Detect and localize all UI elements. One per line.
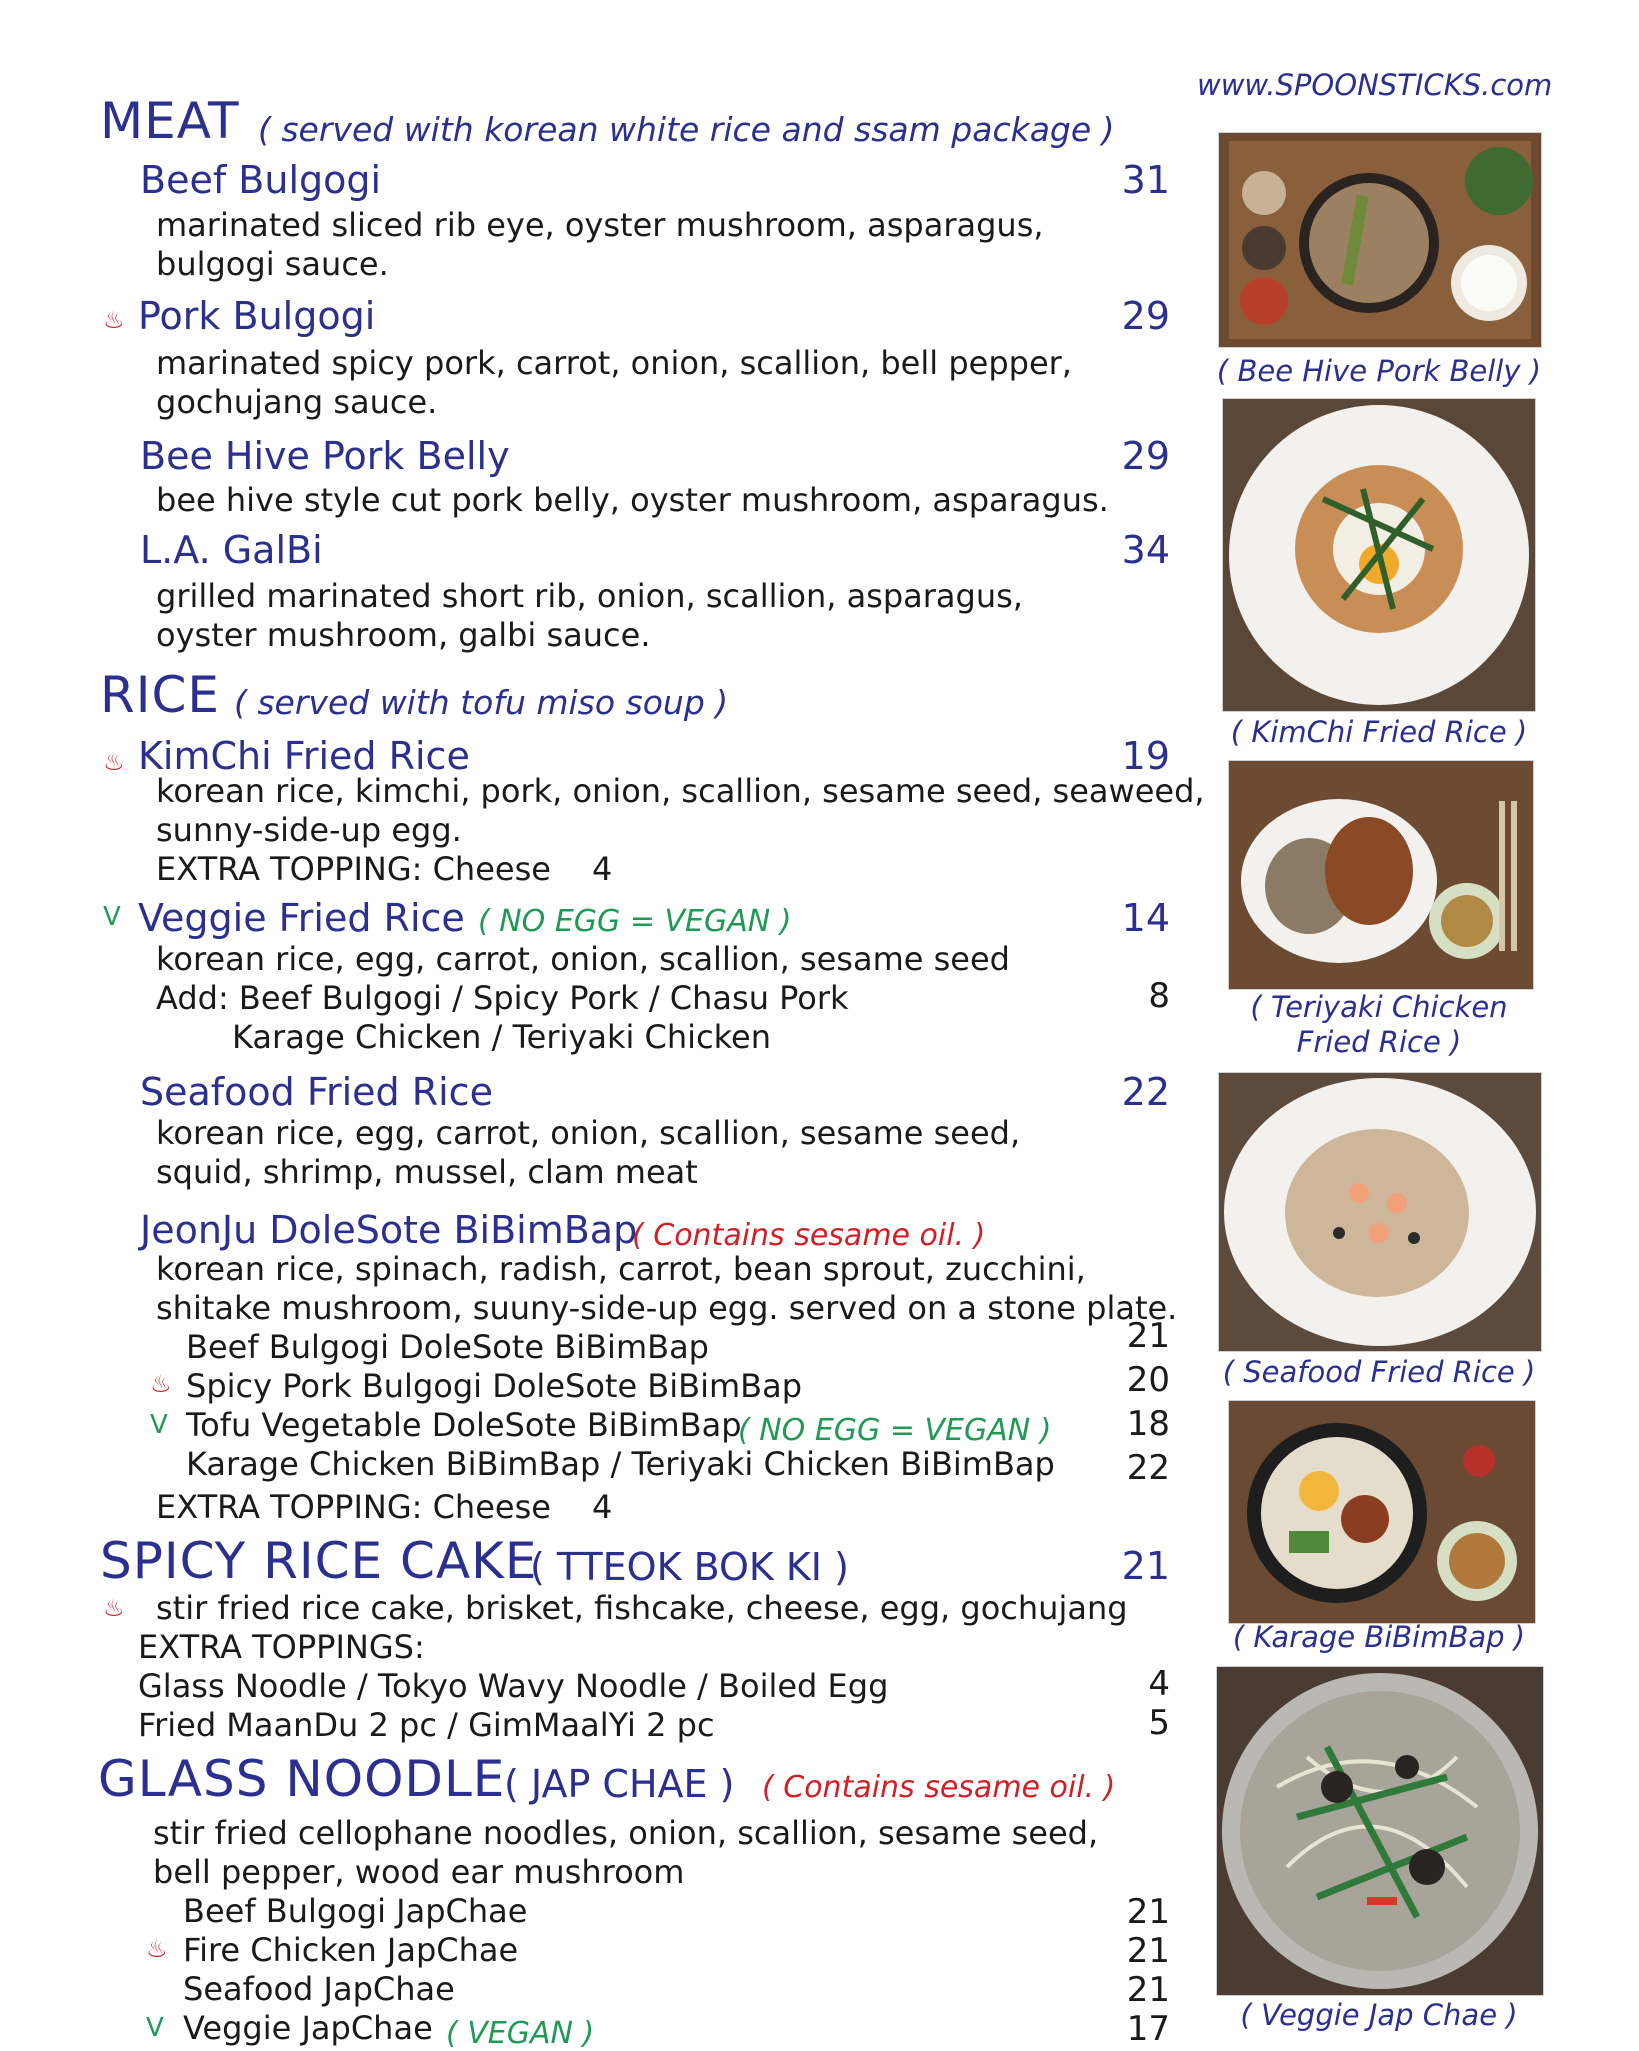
variant-name: Karage Chicken BiBimBap / Teriyaki Chicken BiBimBap (186, 1445, 1055, 1483)
menu-item-price: 29 (1121, 294, 1170, 338)
chili-icon: ♨ (146, 1935, 168, 1963)
menu-item-price: 31 (1121, 158, 1170, 202)
extra-topping-price: 4 (592, 1488, 613, 1526)
menu-item-price: 22 (1121, 1070, 1170, 1114)
menu-item-desc: korean rice, spinach, radish, carrot, bean sprout, zucchini, (156, 1250, 1086, 1288)
chili-icon: ♨ (150, 1370, 172, 1398)
vegan-note: ( NO EGG = VEGAN ) (478, 904, 792, 939)
menu-item-name: Pork Bulgogi (138, 294, 376, 338)
photo-caption: ( Karage BiBimBap ) (1232, 1620, 1526, 1654)
menu-item-desc: stir fried rice cake, brisket, fishcake, cheese, egg, gochujang (156, 1589, 1128, 1627)
extra-toppings-options: Fried MaanDu 2 pc / GimMaalYi 2 pc (138, 1706, 715, 1744)
menu-item-desc: stir fried cellophane noodles, onion, scallion, sesame seed, (153, 1814, 1099, 1852)
variant-price: 18 (1126, 1404, 1170, 1444)
photo-caption: ( Teriyaki Chicken (1250, 990, 1508, 1024)
section-note-rice: ( served with tofu miso soup ) (234, 683, 729, 722)
variant-name: Beef Bulgogi DoleSote BiBimBap (186, 1328, 709, 1366)
variant-name: Beef Bulgogi JapChae (183, 1892, 528, 1930)
sesame-warning: ( Contains sesame oil. ) (762, 1770, 1116, 1805)
menu-item-desc: grilled marinated short rib, onion, scallion, asparagus, (156, 577, 1023, 615)
menu-item-name: KimChi Fried Rice (138, 734, 470, 778)
menu-item-desc: shitake mushroom, suuny-side-up egg. served on a stone plate. (156, 1289, 1178, 1327)
variant-name: Fire Chicken JapChae (183, 1931, 519, 1969)
menu-item-desc: korean rice, egg, carrot, onion, scallion, sesame seed, (156, 1114, 1021, 1152)
menu-item-desc: bell pepper, wood ear mushroom (153, 1853, 685, 1891)
variant-price: 21 (1126, 1892, 1170, 1932)
menu-item-desc: squid, shrimp, mussel, clam meat (156, 1153, 698, 1191)
section-subtitle-noodle: ( JAP CHAE ) (504, 1762, 735, 1806)
variant-price: 21 (1126, 1970, 1170, 2010)
food-photo-pork-belly (1218, 132, 1542, 348)
leaf-icon: V (150, 1410, 168, 1440)
menu-item-name: Veggie Fried Rice (138, 896, 465, 940)
food-photo-karage-bibimbap (1228, 1400, 1536, 1624)
chili-icon: ♨ (103, 1594, 125, 1622)
section-subtitle-tteok: ( TTEOK BOK KI ) (530, 1545, 849, 1589)
menu-item-price: 21 (1121, 1544, 1170, 1588)
menu-item-price: 19 (1121, 734, 1170, 778)
section-title-rice: RICE (100, 666, 220, 724)
menu-item-desc: marinated sliced rib eye, oyster mushroom, asparagus, (156, 206, 1044, 244)
menu-item-name: Beef Bulgogi (140, 158, 382, 202)
photo-caption: ( KimChi Fried Rice ) (1230, 715, 1528, 749)
variant-price: 22 (1126, 1448, 1170, 1488)
section-title-noodle: GLASS NOODLE (98, 1750, 506, 1808)
variant-name: Spicy Pork Bulgogi DoleSote BiBimBap (186, 1367, 803, 1405)
variant-name: Tofu Vegetable DoleSote BiBimBap (186, 1406, 742, 1444)
leaf-icon: V (103, 902, 121, 932)
menu-item-desc: oyster mushroom, galbi sauce. (156, 616, 651, 654)
variant-price: 21 (1126, 1316, 1170, 1356)
add-on-price: 8 (1148, 976, 1170, 1016)
extra-topping: EXTRA TOPPING: Cheese (156, 1488, 551, 1526)
menu-item-price: 14 (1121, 896, 1170, 940)
photo-caption: Fried Rice ) (1296, 1025, 1462, 1059)
add-on-options: Add: Beef Bulgogi / Spicy Pork / Chasu Pork (156, 979, 849, 1017)
menu-item-desc: gochujang sauce. (156, 383, 438, 421)
variant-price: 21 (1126, 1931, 1170, 1971)
leaf-icon: V (146, 2013, 164, 2043)
menu-item-price: 34 (1121, 528, 1170, 572)
photo-caption: ( Veggie Jap Chae ) (1240, 1998, 1518, 2032)
menu-item-desc: sunny-side-up egg. (156, 811, 462, 849)
extra-toppings-price: 5 (1148, 1703, 1170, 1743)
section-title-meat: MEAT (100, 92, 240, 150)
food-photo-teriyaki-chicken (1228, 760, 1534, 990)
menu-item-name: L.A. GalBi (140, 528, 323, 572)
menu-item-name: Seafood Fried Rice (140, 1070, 493, 1114)
section-note-meat: ( served with korean white rice and ssam package ) (258, 110, 1115, 149)
menu-item-price: 29 (1121, 434, 1170, 478)
chili-icon: ♨ (103, 748, 125, 776)
food-photo-veggie-japchae (1216, 1666, 1544, 1996)
vegan-note: ( VEGAN ) (446, 2016, 595, 2051)
extra-topping: EXTRA TOPPING: Cheese (156, 850, 551, 888)
chili-icon: ♨ (103, 306, 125, 334)
menu-item-desc: korean rice, egg, carrot, onion, scallion, sesame seed (156, 940, 1010, 978)
menu-item-desc: bulgogi sauce. (156, 245, 389, 283)
menu-item-desc: korean rice, kimchi, pork, onion, scallion, sesame seed, seaweed, (156, 772, 1205, 810)
add-on-options: Karage Chicken / Teriyaki Chicken (232, 1018, 772, 1056)
sesame-warning: ( Contains sesame oil. ) (632, 1218, 986, 1253)
vegan-note: ( NO EGG = VEGAN ) (738, 1413, 1052, 1448)
section-title-tteok: SPICY RICE CAKE (100, 1532, 538, 1590)
extra-toppings-label: EXTRA TOPPINGS: (138, 1628, 425, 1666)
variant-name: Seafood JapChae (183, 1970, 455, 2008)
extra-topping-price: 4 (592, 850, 613, 888)
menu-item-name: JeonJu DoleSote BiBimBap (140, 1208, 638, 1252)
food-photo-kimchi-fried-rice (1222, 398, 1536, 712)
variant-price: 20 (1126, 1360, 1170, 1400)
extra-toppings-price: 4 (1148, 1664, 1170, 1704)
menu-item-desc: bee hive style cut pork belly, oyster mushroom, asparagus. (156, 481, 1109, 519)
menu-item-name: Bee Hive Pork Belly (140, 434, 510, 478)
site-url: www.SPOONSTICKS.com (1197, 68, 1553, 102)
photo-caption: ( Seafood Fried Rice ) (1222, 1355, 1536, 1389)
extra-toppings-options: Glass Noodle / Tokyo Wavy Noodle / Boiled Egg (138, 1667, 889, 1705)
variant-name: Veggie JapChae (183, 2009, 433, 2047)
menu-item-desc: marinated spicy pork, carrot, onion, scallion, bell pepper, (156, 344, 1072, 382)
food-photo-seafood-fried-rice (1218, 1072, 1542, 1352)
photo-caption: ( Bee Hive Pork Belly ) (1216, 354, 1542, 388)
variant-price: 17 (1126, 2009, 1170, 2049)
